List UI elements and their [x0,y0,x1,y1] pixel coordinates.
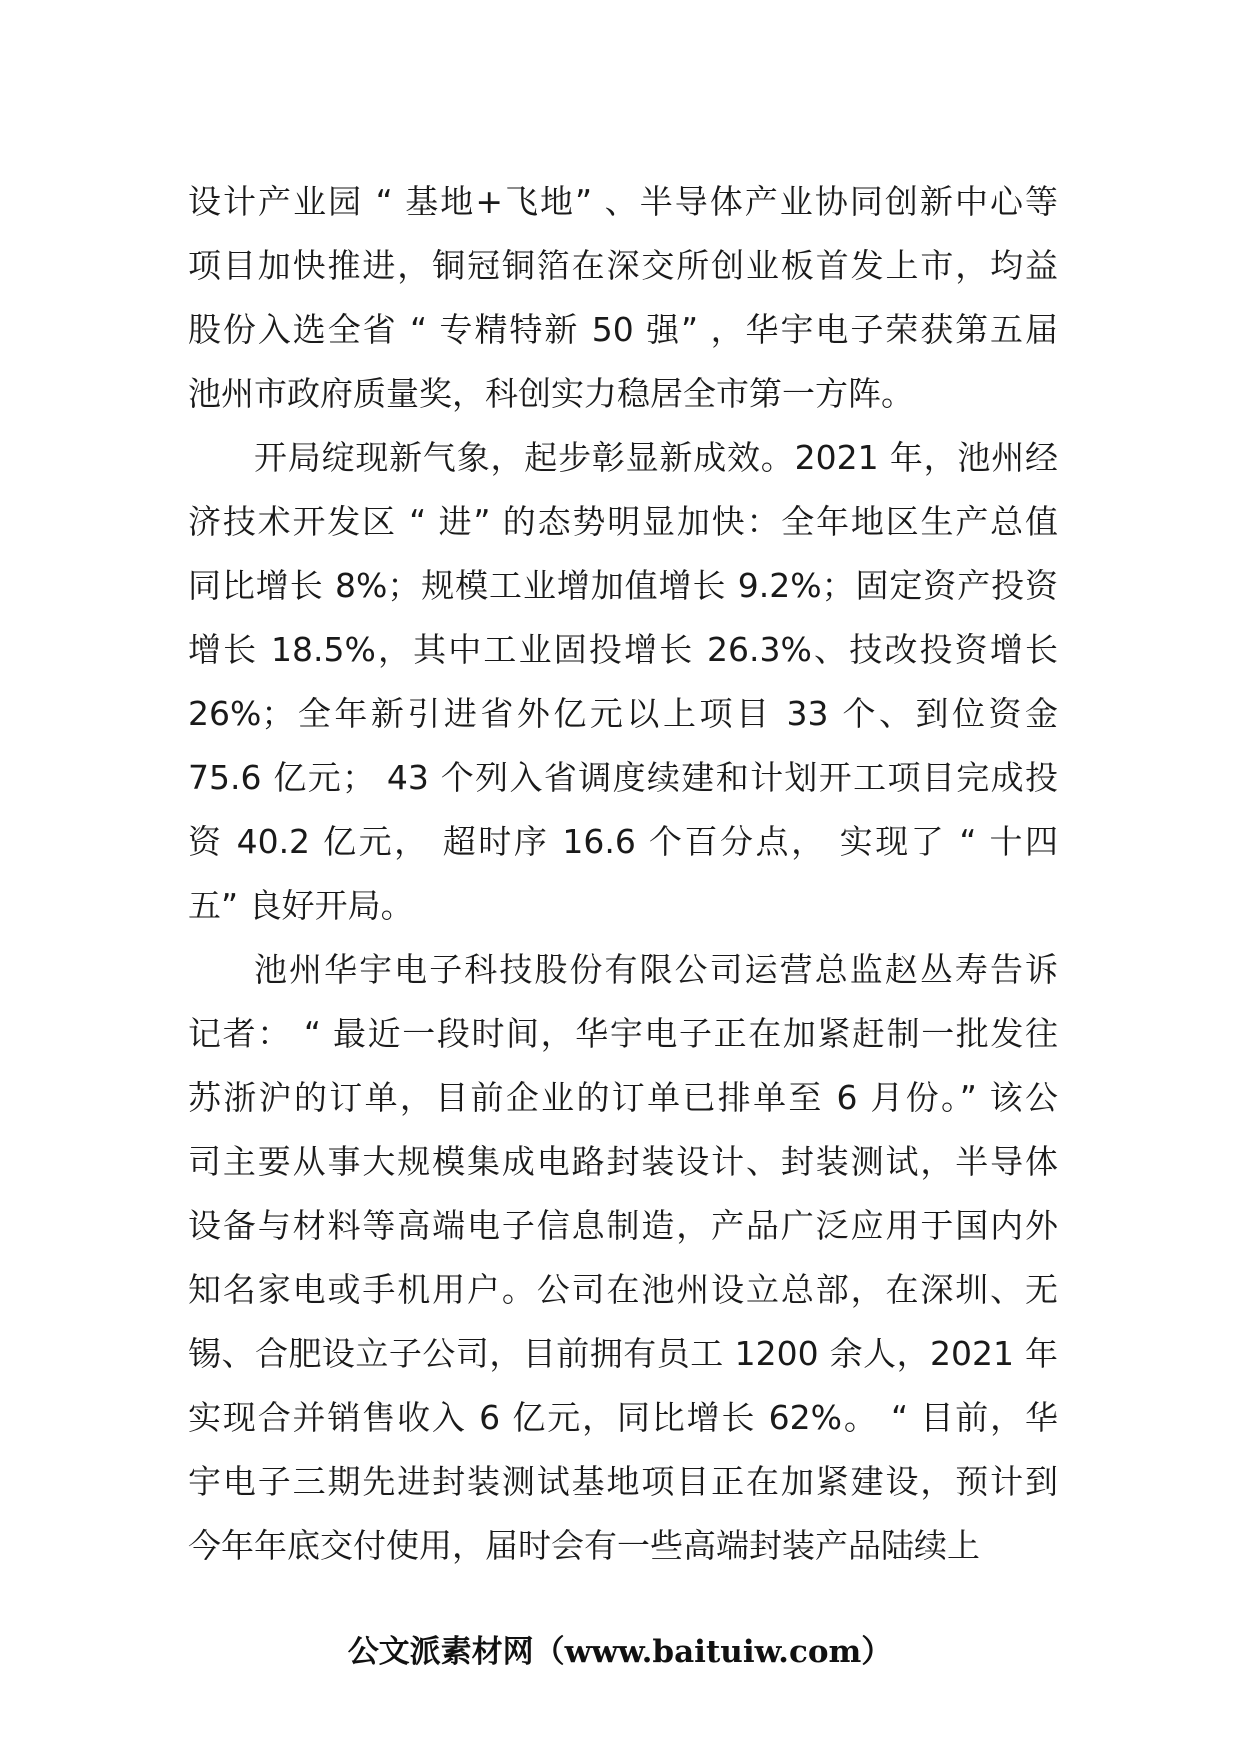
text-line: 记者： “ 最近一段时间，华宇电子正在加紧赶制一批发往 [188,1014,1058,1053]
paragraph [188,426,1058,938]
document-body [188,170,1058,1578]
text-line: 75.6 亿元； 43 个列入省调度续建和计划开工项目完成投 [188,758,1058,797]
text-line: 26%；全年新引进省外亿元以上项目 33 个、到位资金 [188,694,1058,733]
text-line: 池州华宇电子科技股份有限公司运营总监赵丛寿告诉 [254,950,1058,989]
paragraph [188,938,1058,1578]
text-line: 池州市政府质量奖，科创实力稳居全市第一方阵。 [188,374,914,413]
text-line: 五” 良好开局。 [188,886,414,925]
text-line: 锡、合肥设立子公司，目前拥有员工 1200 余人，2021 年 [188,1334,1058,1373]
text-line: 资 40.2 亿元， 超时序 16.6 个百分点， 实现了 “ 十四 [188,822,1058,861]
text-line: 股份入选全省 “ 专精特新 50 强” ，华宇电子荣获第五届 [188,310,1058,349]
text-line: 济技术开发区 “ 进” 的态势明显加快：全年地区生产总值 [188,502,1058,541]
text-line: 同比增长 8%；规模工业增加值增长 9.2%；固定资产投资 [188,566,1058,605]
text-line: 开局绽现新气象，起步彰显新成效。2021 年，池州经 [254,438,1058,477]
text-line: 项目加快推进，铜冠铜箔在深交所创业板首发上市，均益 [188,246,1058,285]
text-line: 宇电子三期先进封装测试基地项目正在加紧建设，预计到 [188,1462,1058,1501]
text-line: 司主要从事大规模集成电路封装设计、封装测试，半导体 [188,1142,1058,1181]
text-line: 设备与材料等高端电子信息制造，产品广泛应用于国内外 [188,1206,1058,1245]
text-line: 实现合并销售收入 6 亿元，同比增长 62%。 “ 目前，华 [188,1398,1058,1437]
paragraph [188,170,1058,426]
text-line: 苏浙沪的订单，目前企业的订单已排单至 6 月份。” 该公 [188,1078,1058,1117]
footer-watermark: 公文派素材网（www.baituiw.com） [347,1634,893,1670]
text-line: 增长 18.5%，其中工业固投增长 26.3%、技改投资增长 [188,630,1058,669]
text-line: 今年年底交付使用，届时会有一些高端封装产品陆续上 [188,1526,980,1565]
text-line: 知名家电或手机用户。公司在池州设立总部，在深圳、无 [188,1270,1058,1309]
text-line: 设计产业园 “ 基地+飞地” 、半导体产业协同创新中心等 [188,182,1058,221]
